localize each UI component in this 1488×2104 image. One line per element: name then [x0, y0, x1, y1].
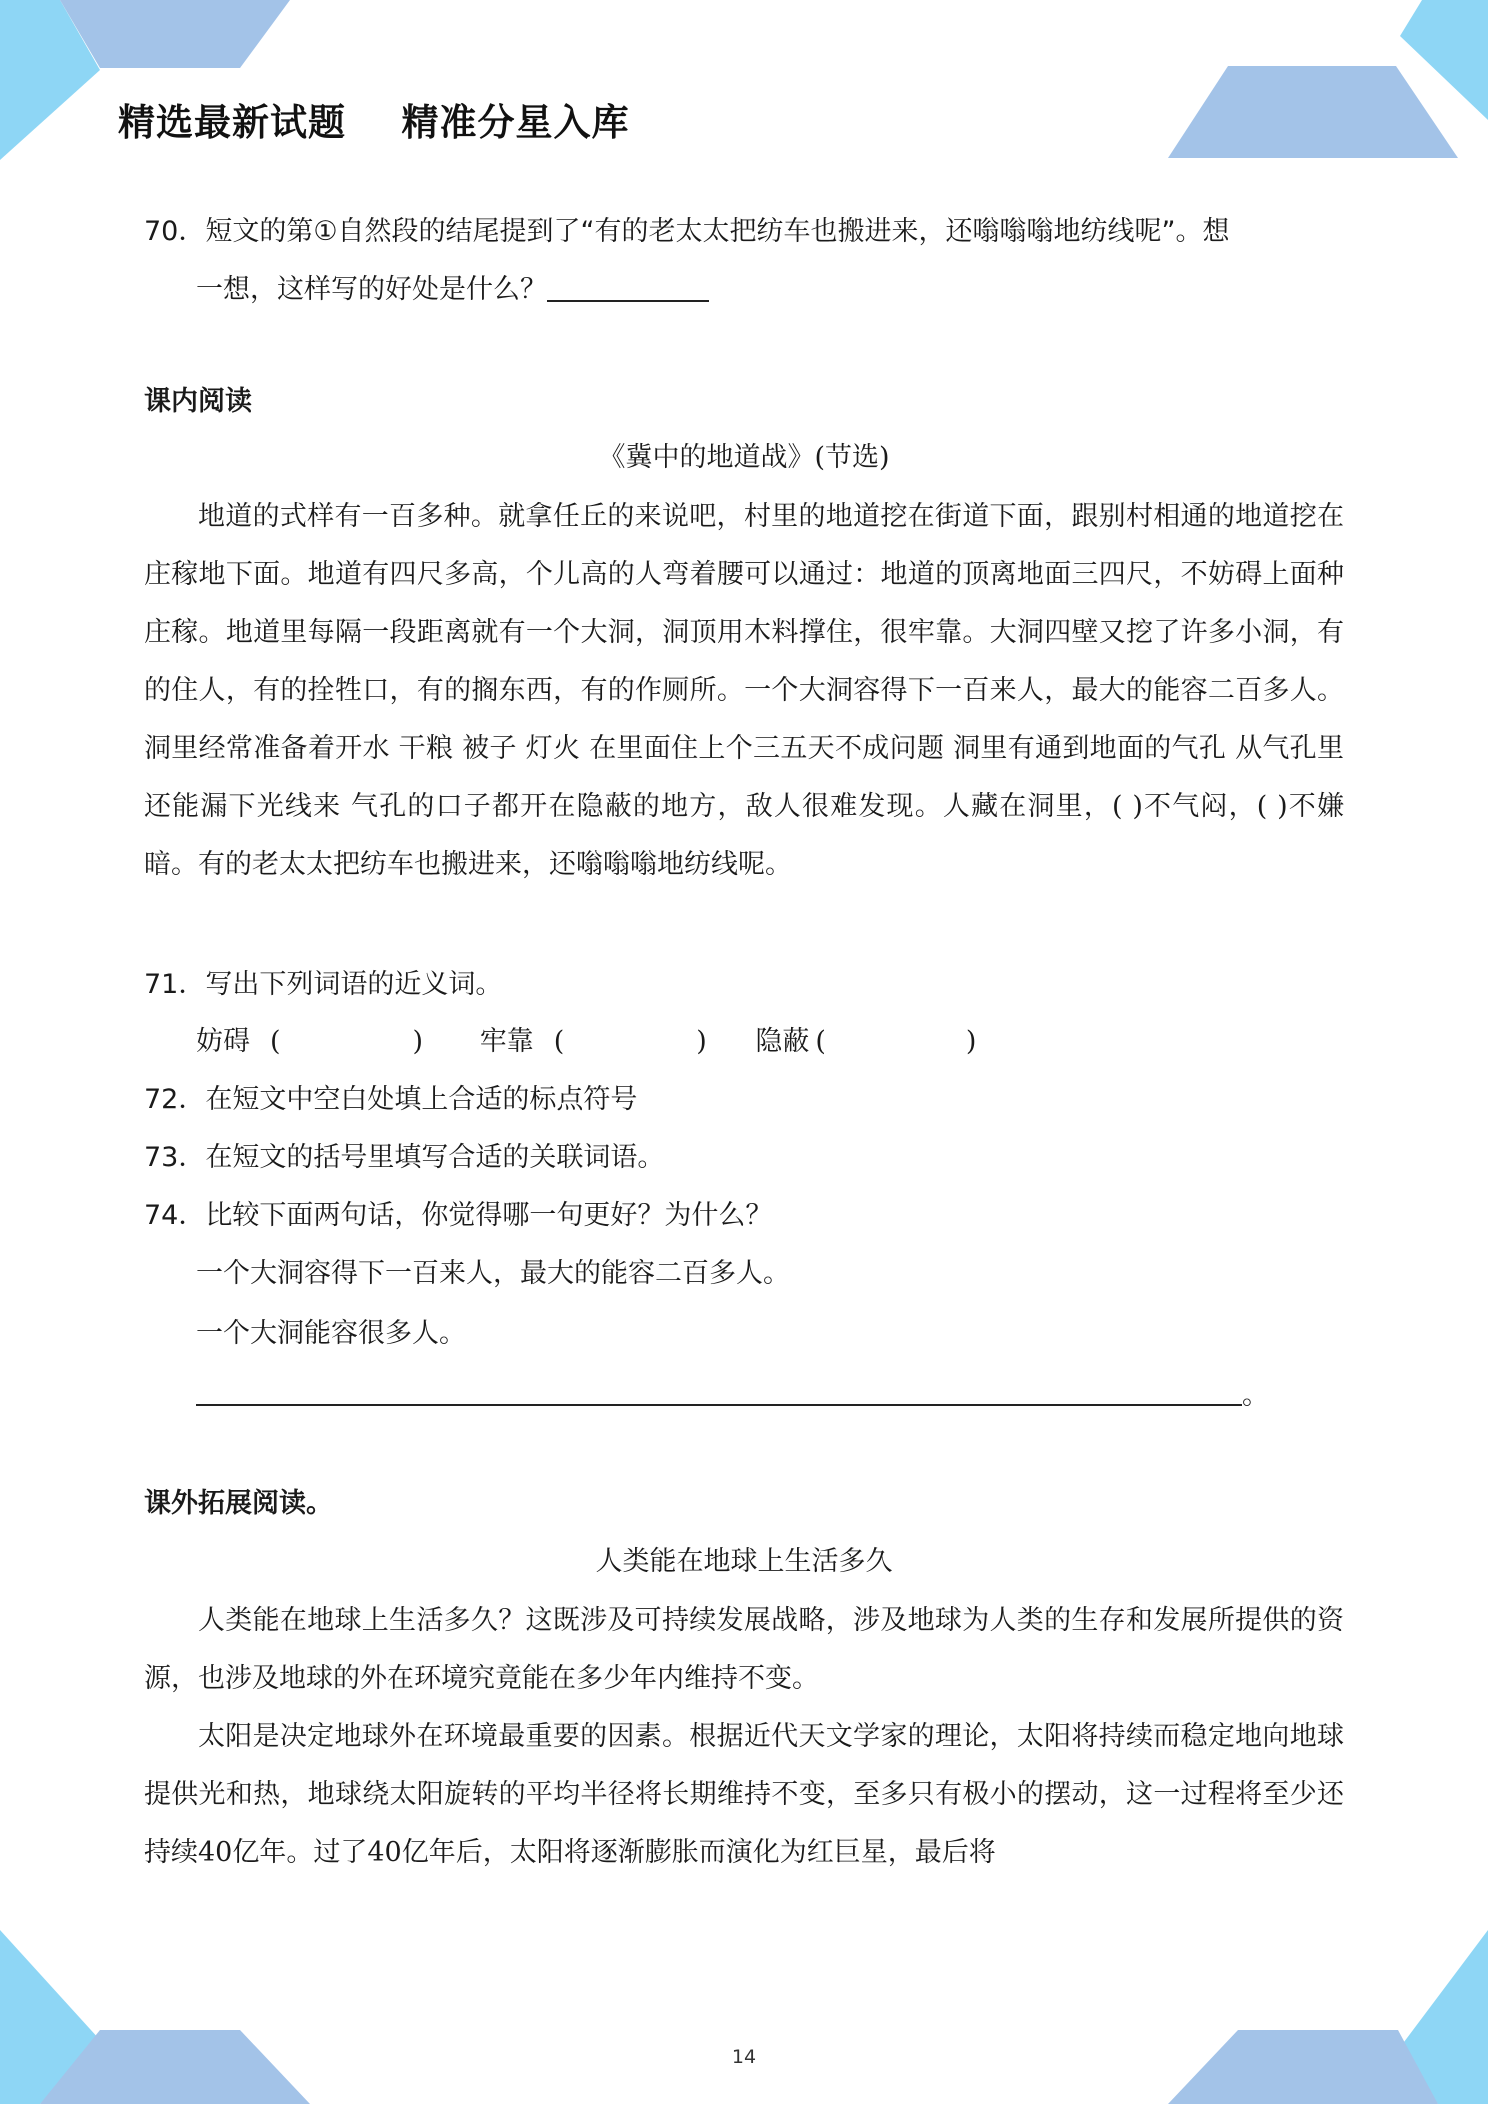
synonym-word-1: 妨碍 — [196, 1026, 250, 1057]
question-74-sentence-2: 一个大洞能容很多人。 — [196, 1318, 466, 1349]
question-74-sentence-1: 一个大洞容得下一百来人，最大的能容二百多人。 — [196, 1258, 790, 1289]
section-heading-in-class-reading: 课内阅读 — [144, 386, 252, 417]
synonym-row: 妨碍 ( ) 牢靠 ( ) 隐蔽 ( ) — [196, 1022, 976, 1062]
answer-line[interactable] — [196, 1404, 1242, 1406]
article-2-paragraph-2: 太阳是决定地球外在环境最重要的因素。根据近代天文学家的理论，太阳将持续而稳定地向地球提供光和热，地球绕太阳旋转的平均半径将长期维持不变，至多只有极小的摆动，这一过程将至少还持续40亿年。过了40亿年后，太阳将逐渐膨胀而演化为红巨星，最后将 — [144, 1721, 1344, 1868]
question-71: 71．写出下列词语的近义词。 — [144, 969, 503, 1000]
synonym-blank-2[interactable]: ( — [553, 1026, 565, 1057]
question-73: 73．在短文的括号里填写合适的关联词语。 — [144, 1142, 665, 1173]
synonym-word-2: 牢靠 — [479, 1026, 534, 1057]
question-70-text: 一想，这样写的好处是什么？ — [196, 274, 547, 305]
synonym-word-3: 隐蔽 — [755, 1026, 810, 1057]
question-72: 72．在短文中空白处填上合适的标点符号 — [144, 1084, 638, 1115]
answer-blank[interactable] — [547, 274, 709, 302]
article-title-1: 《冀中的地道战》(节选) — [598, 442, 890, 473]
article-1-paragraph: 地道的式样有一百多种。就拿任丘的来说吧，村里的地道挖在街道下面，跟别村相通的地道挖在庄稼地下面。地道有四尺多高，个儿高的人弯着腰可以通过：地道的顶离地面三四尺，不妨碍上面种庄稼。地道里每隔一段距离就有一个大洞，洞顶用木料撑住，很牢靠。大洞四壁又挖了许多小洞，有的住人，有的拴牲口，有的搁东西，有的作厕所。一个大洞容得下一百来人，最大的能容二百多人。洞里经常准备着开水 干粮 被子 灯火 在里面住上个三五天不成问题 洞里有通到地面的气孔 从气孔里还能漏下光线来 气孔的口子都开在隐蔽的地方，敌人很难发现。人藏在洞里，( )不气闷，( )不嫌暗。有的老太太把纺车也搬进来，还嗡嗡嗡地纺线呢。 — [144, 501, 1344, 880]
corner-decoration-bottom-left — [0, 1930, 320, 2104]
article-2-paragraph-1: 人类能在地球上生活多久？这既涉及可持续发展战略，涉及地球为人类的生存和发展所提供的资源，也涉及地球的外在环境究竟能在多少年内维持不变。 — [144, 1605, 1344, 1694]
question-70-continuation — [196, 270, 709, 310]
article-title-2: 人类能在地球上生活多久 — [595, 1546, 893, 1577]
question-74: 74．比较下面两句话，你觉得哪一句更好？为什么？ — [144, 1200, 773, 1231]
synonym-blank-1[interactable]: ( — [270, 1026, 281, 1057]
page-number: 14 — [731, 2046, 757, 2068]
section-heading-extended-reading: 课外拓展阅读。 — [144, 1488, 333, 1519]
question-70: 70．短文的第①自然段的结尾提到了“有的老太太把纺车也搬进来，还嗡嗡嗡地纺线呢”。想 — [144, 216, 1230, 247]
corner-decoration-top-right — [1168, 0, 1488, 170]
header-title: 精选最新试题 精准分星入库 — [118, 101, 630, 144]
corner-decoration-bottom-right — [1168, 1930, 1488, 2104]
synonym-blank-3[interactable]: ( — [815, 1026, 826, 1057]
answer-line-end-mark: 。 — [1242, 1380, 1269, 1411]
